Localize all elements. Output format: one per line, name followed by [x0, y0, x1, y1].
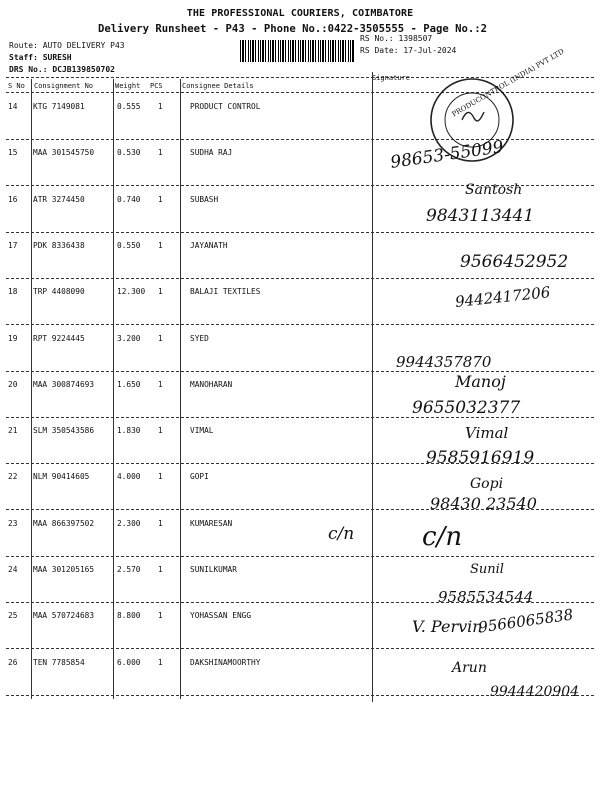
- row-consignment: MAA 570724683: [33, 611, 95, 620]
- row-sno: 15: [8, 148, 18, 157]
- row-sno: 14: [8, 102, 18, 111]
- row-consignee: GOPI: [190, 472, 209, 481]
- col-divider: [31, 79, 32, 699]
- rs-date: RS Date: 17-Jul-2024: [360, 46, 457, 55]
- row-consignment: MAA 866397502: [33, 519, 95, 528]
- row-weight: 2.300: [117, 519, 141, 528]
- row-weight: 2.570: [117, 565, 141, 574]
- row-weight: 0.530: [117, 148, 141, 157]
- hw-r24-name: Sunil: [470, 562, 504, 577]
- row-sno: 26: [8, 658, 18, 667]
- row-pcs: 1: [158, 565, 163, 574]
- row-consignee: PRODUCT CONTROL: [190, 102, 261, 111]
- row-weight: 3.200: [117, 334, 141, 343]
- row-consignee: DAKSHINAMOORTHY: [190, 658, 261, 667]
- hw-r24-phone: 9585534544: [438, 588, 534, 606]
- row-consignee: YOHASSAN ENGG: [190, 611, 252, 620]
- col-divider: [113, 79, 114, 699]
- col-header-sno: S No: [8, 82, 25, 90]
- row-consignment: MAA 300874693: [33, 380, 95, 389]
- hw-r20-name: Manoj: [455, 372, 506, 391]
- hw-r16-name: Santosh: [465, 182, 523, 198]
- col-header-signature: Signature: [372, 74, 410, 82]
- hw-r17-phone: 9566452952: [460, 252, 569, 272]
- row-sno: 20: [8, 380, 18, 389]
- row-weight: 0.555: [117, 102, 141, 111]
- row-consignment: TRP 4408090: [33, 287, 85, 296]
- row-pcs: 1: [158, 519, 163, 528]
- col-header-consignee: Consignee Details: [182, 82, 254, 90]
- row-consignment: NLM 90414605: [33, 472, 90, 481]
- col-header-pcs: PCS: [150, 82, 163, 90]
- row-consignment: TEN 7785854: [33, 658, 85, 667]
- hw-r23-left: c/n: [328, 524, 355, 544]
- row-sno: 19: [8, 334, 18, 343]
- row-weight: 1.650: [117, 380, 141, 389]
- runsheet-title: Delivery Runsheet - P43 - Phone No.:0422-3505555 - Page No.:2: [98, 23, 488, 35]
- row-separator: [6, 648, 594, 649]
- row-sno: 24: [8, 565, 18, 574]
- hw-r20-phone: 9655032377: [412, 398, 521, 418]
- hw-r25-phone: 9566065838: [477, 605, 575, 637]
- drs-number: DRS No.: DCJB139850702: [9, 65, 115, 74]
- row-weight: 12.300: [117, 287, 146, 296]
- row-pcs: 1: [158, 241, 163, 250]
- row-weight: 6.000: [117, 658, 141, 667]
- row-pcs: 1: [158, 102, 163, 111]
- route-label: Route: AUTO DELIVERY P43: [9, 41, 125, 50]
- row-pcs: 1: [158, 658, 163, 667]
- row-consignee: MANOHARAN: [190, 380, 233, 389]
- hw-r16-phone: 9843113441: [426, 206, 535, 226]
- row-weight: 1.830: [117, 426, 141, 435]
- row-consignment: KTG 7149081: [33, 102, 85, 111]
- rs-number: RS No.: 1398507: [360, 34, 433, 43]
- row-pcs: 1: [158, 195, 163, 204]
- row-separator: [6, 278, 594, 279]
- col-divider: [372, 72, 373, 702]
- row-weight: 0.550: [117, 241, 141, 250]
- hw-r22-name: Gopi: [470, 476, 504, 492]
- row-pcs: 1: [158, 611, 163, 620]
- row-sno: 23: [8, 519, 18, 528]
- row-pcs: 1: [158, 287, 163, 296]
- row-sno: 17: [8, 241, 18, 250]
- row-consignee: SYED: [190, 334, 209, 343]
- hw-r18-phone: 9442417206: [454, 283, 552, 311]
- row-consignment: PDK 8336438: [33, 241, 85, 250]
- row-sno: 18: [8, 287, 18, 296]
- col-header-consignment: Consignment No: [34, 82, 94, 90]
- hw-r23-right: c/n: [422, 522, 463, 552]
- row-separator: [6, 324, 594, 325]
- row-pcs: 1: [158, 426, 163, 435]
- row-consignment: ATR 3274450: [33, 195, 85, 204]
- hw-r21-phone: 9585916919: [426, 448, 535, 468]
- row-sno: 21: [8, 426, 18, 435]
- row-sno: 22: [8, 472, 18, 481]
- row-pcs: 1: [158, 472, 163, 481]
- row-separator: [6, 556, 594, 557]
- stamp-text: PRODUCONTROL (INDIA) PVT LTD: [450, 47, 566, 119]
- hw-r26-name: Arun: [452, 660, 487, 676]
- hw-r25-name: V. Pervin: [412, 617, 483, 636]
- row-sno: 25: [8, 611, 18, 620]
- hw-r15-phone: 98653-55099: [389, 137, 505, 173]
- row-separator: [6, 232, 594, 233]
- row-consignee: SUBASH: [190, 195, 219, 204]
- row-consignment: RPT 9224445: [33, 334, 85, 343]
- row-consignee: BALAJI TEXTILES: [190, 287, 261, 296]
- row-consignment: MAA 301545750: [33, 148, 95, 157]
- row-weight: 0.740: [117, 195, 141, 204]
- row-consignee: SUNILKUMAR: [190, 565, 237, 574]
- row-pcs: 1: [158, 334, 163, 343]
- hw-r22-phone: 98430 23540: [430, 494, 537, 513]
- col-divider: [180, 79, 181, 699]
- row-consignee: JAYANATH: [190, 241, 228, 250]
- row-consignee: SUDHA RAJ: [190, 148, 233, 157]
- row-consignment: SLM 350543586: [33, 426, 95, 435]
- hw-r21-name: Vimal: [465, 424, 509, 442]
- row-weight: 4.000: [117, 472, 141, 481]
- row-consignee: KUMARESAN: [190, 519, 233, 528]
- row-pcs: 1: [158, 380, 163, 389]
- row-consignee: VIMAL: [190, 426, 214, 435]
- barcode: [240, 40, 354, 62]
- staff-label: Staff: SURESH: [9, 53, 72, 62]
- row-pcs: 1: [158, 148, 163, 157]
- hw-r19-phone: 9944357870: [396, 353, 492, 371]
- row-consignment: MAA 301205165: [33, 565, 95, 574]
- col-header-weight: Weight: [115, 82, 141, 90]
- row-sno: 16: [8, 195, 18, 204]
- hw-r26-phone: 9944420904: [490, 684, 580, 700]
- company-name: THE PROFESSIONAL COURIERS, COIMBATORE: [186, 8, 414, 19]
- row-weight: 8.800: [117, 611, 141, 620]
